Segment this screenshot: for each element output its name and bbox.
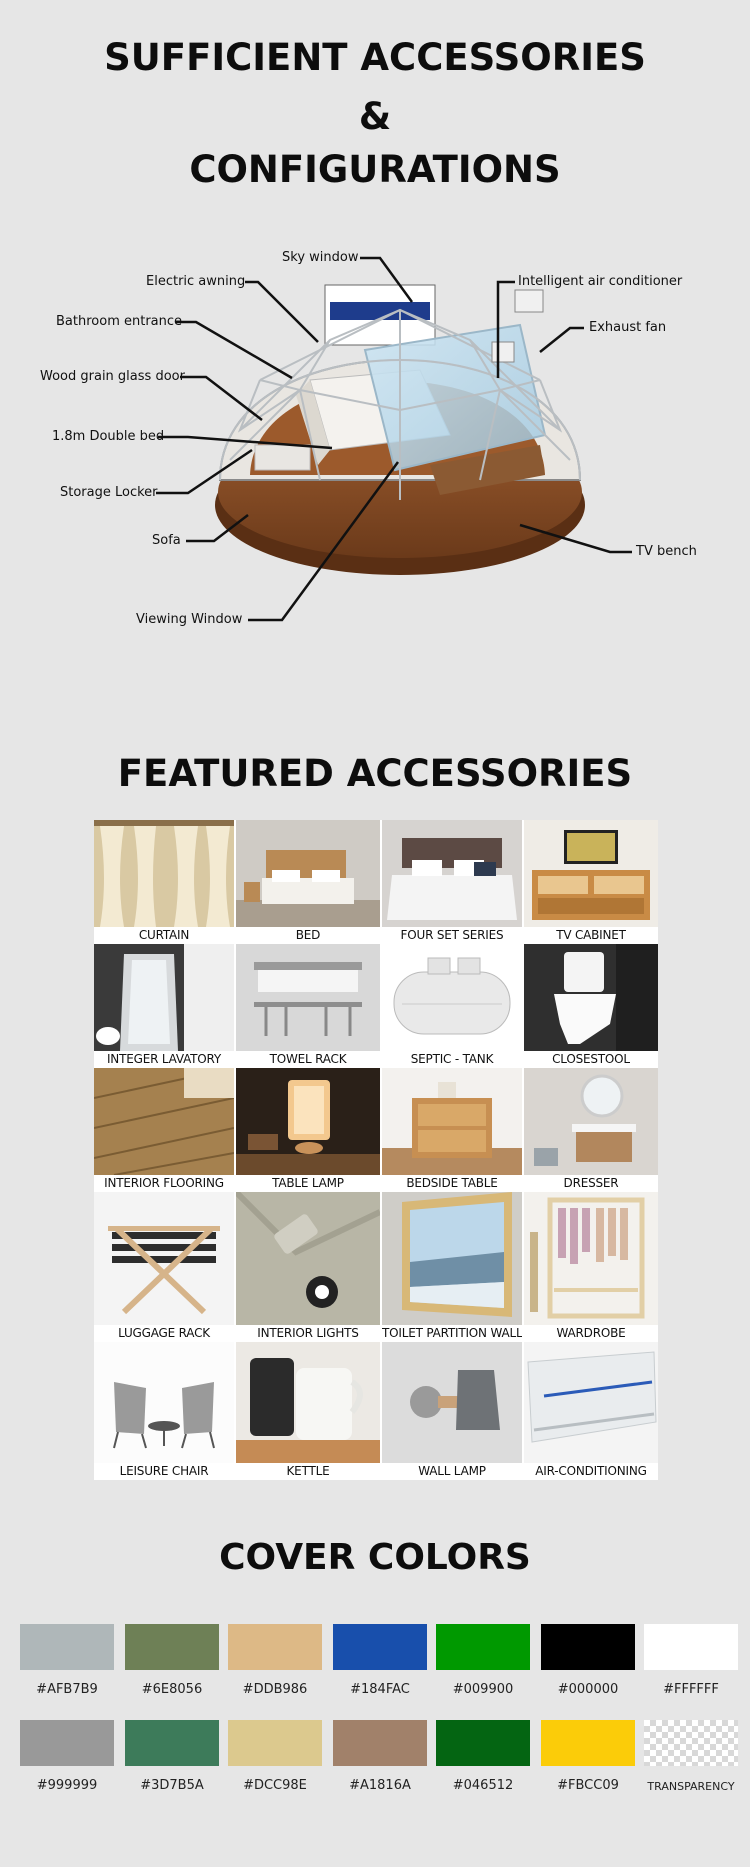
- accessory-tile-bedside-table: [382, 1068, 522, 1192]
- accessory-label: CLOSESTOOL: [552, 1052, 630, 1066]
- color-swatch: [20, 1624, 114, 1670]
- color-swatch-item: [228, 1624, 322, 1697]
- accessory-tile-wardrobe: [524, 1192, 658, 1342]
- septic-tank-icon: [382, 944, 522, 1051]
- color-swatch: [20, 1720, 114, 1766]
- color-swatch-label: #FFFFFF: [663, 1682, 719, 1697]
- color-swatch-item: [125, 1624, 219, 1697]
- color-swatch: [228, 1624, 322, 1670]
- color-swatch-item: [333, 1720, 427, 1793]
- accessory-label: INTERIOR FLOORING: [104, 1176, 224, 1190]
- accessory-label: TOWEL RACK: [269, 1052, 347, 1066]
- color-swatch-item: [20, 1624, 114, 1697]
- callout-storage-locker: Storage Locker: [60, 485, 158, 500]
- accessory-tile-wall-lamp: [382, 1342, 522, 1480]
- color-swatch: [644, 1624, 738, 1670]
- accessory-label: TOILET PARTITION WALL: [382, 1326, 522, 1340]
- interior-light-icon: [236, 1192, 380, 1325]
- accessory-label: BEDSIDE TABLE: [406, 1176, 498, 1190]
- dome-diagram: [0, 230, 750, 670]
- curtain-icon: [94, 820, 234, 927]
- color-swatch-label: #184FAC: [350, 1682, 410, 1697]
- table-lamp-icon: [236, 1068, 380, 1175]
- color-swatch-item: [541, 1624, 635, 1697]
- color-swatch-item: [125, 1720, 219, 1793]
- callout-electric-awning: Electric awning: [146, 274, 246, 289]
- accessory-tile-luggage-rack: [94, 1192, 234, 1342]
- accessory-tile-interior-flooring: [94, 1068, 234, 1192]
- accessory-tile-toilet-partition-wall: [382, 1192, 522, 1342]
- color-swatch-item: [333, 1624, 427, 1697]
- accessory-label: INTERIOR LIGHTS: [257, 1326, 359, 1340]
- accessory-label: AIR-CONDITIONING: [535, 1464, 647, 1478]
- color-swatch: [125, 1624, 219, 1670]
- lavatory-icon: [94, 944, 234, 1051]
- accessory-label: DRESSER: [563, 1176, 619, 1190]
- color-swatch-label: #999999: [36, 1778, 98, 1793]
- color-swatch-label: #000000: [557, 1682, 619, 1697]
- leisure-chair-icon: [94, 1342, 234, 1463]
- color-swatch: [228, 1720, 322, 1766]
- color-swatch: [333, 1720, 427, 1766]
- towel-rack-icon: [236, 944, 380, 1051]
- accessory-tile-kettle: [236, 1342, 380, 1480]
- dresser-icon: [524, 1068, 658, 1175]
- accessory-label: BED: [295, 928, 321, 942]
- bedding-icon: [382, 820, 522, 927]
- color-swatch: [541, 1624, 635, 1670]
- air-conditioner-icon: [524, 1342, 658, 1463]
- color-swatch-label: #A1816A: [349, 1778, 411, 1793]
- heading-line-3: CONFIGURATIONS: [189, 148, 561, 191]
- accessories-grid: [94, 820, 658, 1480]
- callout-sofa: Sofa: [152, 533, 181, 548]
- color-swatch-item: [436, 1624, 530, 1697]
- color-swatch-label: #046512: [452, 1778, 514, 1793]
- color-swatch: [541, 1720, 635, 1766]
- callout-air-conditioner: Intelligent air conditioner: [518, 274, 683, 289]
- accessory-label: WARDROBE: [556, 1326, 626, 1340]
- color-swatch: [125, 1720, 219, 1766]
- accessory-tile-tv-cabinet: [524, 820, 658, 944]
- callout-sky-window: Sky window: [282, 250, 359, 265]
- featured-accessories-heading: FEATURED ACCESSORIES: [117, 752, 633, 795]
- accessory-tile-leisure-chair: [94, 1342, 234, 1480]
- color-swatch-label: #3D7B5A: [140, 1778, 204, 1793]
- callout-double-bed: 1.8m Double bed: [52, 429, 165, 444]
- color-swatch-label: #DDB986: [242, 1682, 308, 1697]
- callout-bathroom-entrance: Bathroom entrance: [56, 314, 183, 329]
- accessory-tile-table-lamp: [236, 1068, 380, 1192]
- wardrobe-icon: [524, 1192, 658, 1325]
- accessory-label: KETTLE: [286, 1464, 330, 1478]
- bed-icon: [236, 820, 380, 927]
- color-swatch: [436, 1624, 530, 1670]
- color-swatch-label: #FBCC09: [557, 1778, 619, 1793]
- wall-lamp-icon: [382, 1342, 522, 1463]
- callout-tv-bench: TV bench: [636, 544, 697, 559]
- bedside-table-icon: [382, 1068, 522, 1175]
- color-swatch-item: [644, 1624, 738, 1697]
- heading-ampersand: &: [358, 95, 392, 138]
- accessory-tile-towel-rack: [236, 944, 380, 1068]
- partition-wall-icon: [382, 1192, 522, 1325]
- color-swatch-item: [228, 1720, 322, 1793]
- flooring-icon: [94, 1068, 234, 1175]
- callout-exhaust-fan: Exhaust fan: [589, 320, 667, 335]
- dome-illustration: [0, 230, 750, 670]
- color-swatch-item: [644, 1720, 738, 1793]
- accessory-tile-interior-lights: [236, 1192, 380, 1342]
- accessory-label: SEPTIC - TANK: [410, 1052, 494, 1066]
- callout-viewing-window: Viewing Window: [136, 612, 243, 627]
- color-swatch-label: #AFB7B9: [36, 1682, 98, 1697]
- color-swatch-label: TRANSPARENCY: [647, 1780, 735, 1793]
- accessory-label: FOUR SET SERIES: [400, 928, 504, 942]
- accessory-tile-air-conditioning: [524, 1342, 658, 1480]
- color-swatch-label: #6E8056: [141, 1682, 203, 1697]
- heading-line-1: SUFFICIENT ACCESSORIES: [104, 36, 646, 79]
- accessory-tile-dresser: [524, 1068, 658, 1192]
- accessory-tile-closestool: [524, 944, 658, 1068]
- color-swatch: [644, 1720, 738, 1766]
- color-swatch-item: [436, 1720, 530, 1793]
- accessory-tile-curtain: [94, 820, 234, 944]
- color-swatch-label: #DCC98E: [243, 1778, 307, 1793]
- toilet-icon: [524, 944, 658, 1051]
- accessory-label: LEISURE CHAIR: [119, 1464, 209, 1478]
- accessory-tile-septic-tank: [382, 944, 522, 1068]
- accessory-tile-integer-lavatory: [94, 944, 234, 1068]
- accessory-tile-bed: [236, 820, 380, 944]
- kettle-icon: [236, 1342, 380, 1463]
- color-swatch: [333, 1624, 427, 1670]
- accessory-label: TABLE LAMP: [272, 1176, 344, 1190]
- callout-wood-glass-door: Wood grain glass door: [40, 369, 185, 384]
- accessory-tile-four-set-series: [382, 820, 522, 944]
- color-swatch-item: [541, 1720, 635, 1793]
- cover-colors-heading: COVER COLORS: [219, 1537, 531, 1578]
- accessory-label: LUGGAGE RACK: [118, 1326, 210, 1340]
- accessory-label: CURTAIN: [138, 928, 190, 942]
- color-swatch-label: #009900: [452, 1682, 514, 1697]
- accessory-label: WALL LAMP: [418, 1464, 486, 1478]
- accessory-label: TV CABINET: [556, 928, 626, 942]
- color-swatch-item: [20, 1720, 114, 1793]
- luggage-rack-icon: [94, 1192, 234, 1325]
- accessory-label: INTEGER LAVATORY: [106, 1052, 222, 1066]
- color-swatch: [436, 1720, 530, 1766]
- tv-cabinet-icon: [524, 820, 658, 927]
